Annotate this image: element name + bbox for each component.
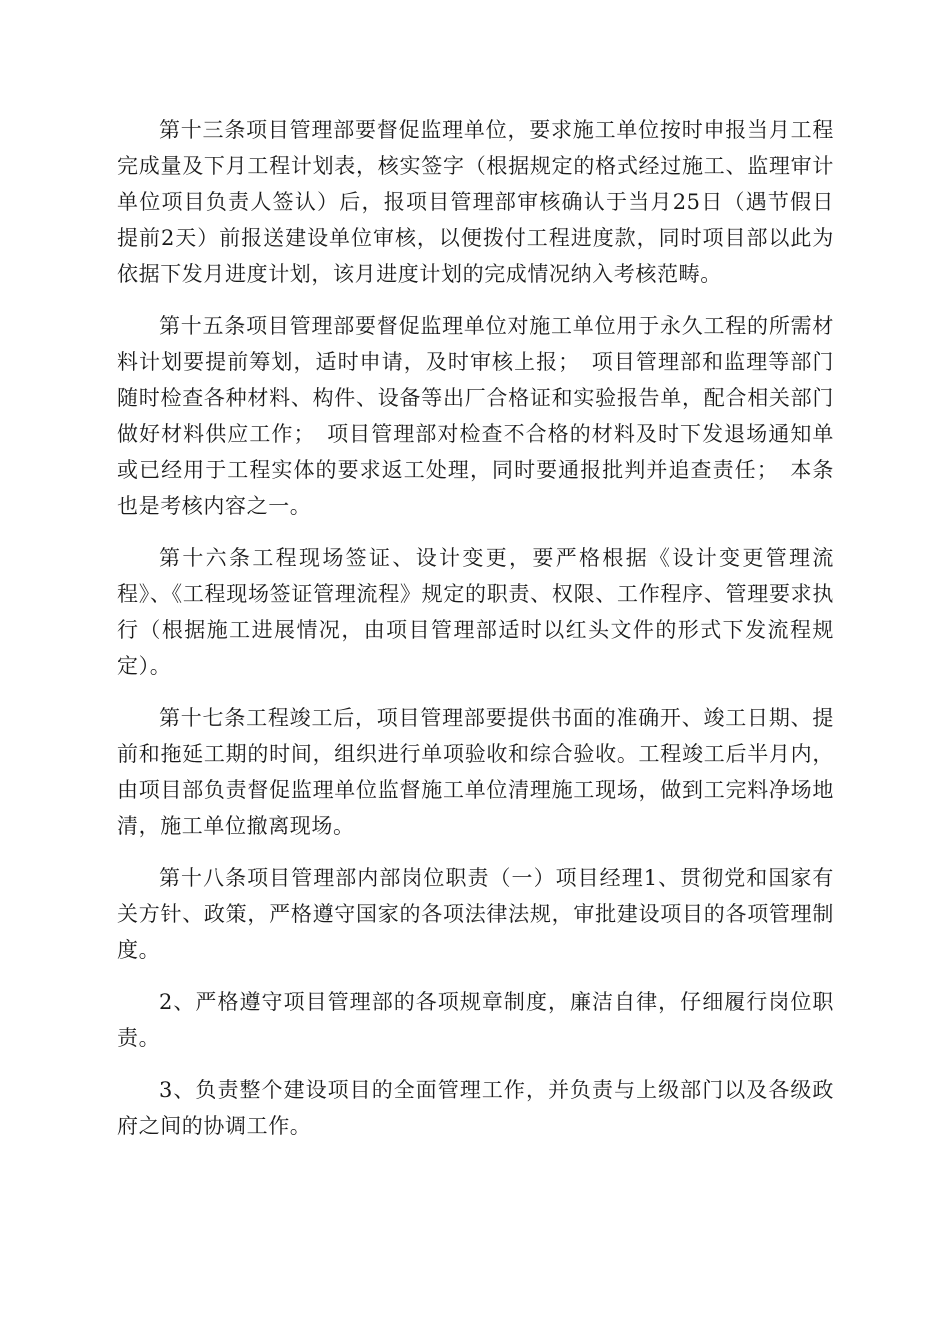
paragraph-article-18: 第十八条项目管理部内部岗位职责（一）项目经理1、贯彻党和国家有关方针、政策，严格遵守国家的各项法律法规，审批建设项目的各项管理制度。 [117, 866, 834, 962]
paragraph-item-3: 3、负责整个建设项目的全面管理工作，并负责与上级部门以及各级政府之间的协调工作。 [117, 1078, 834, 1138]
paragraph-item-2: 2、严格遵守项目管理部的各项规章制度，廉洁自律，仔细履行岗位职责。 [117, 990, 834, 1050]
paragraph-article-13: 第十三条项目管理部要督促监理单位，要求施工单位按时申报当月工程完成量及下月工程计划表，核实签字（根据规定的格式经过施工、监理审计单位项目负责人签认）后，报项目管理部审核确认于当月25日（遇节假日提前2天）前报送建设单位审核，以便拨付工程进度款，同时项目部以此为依据下发月进度计划，该月进度计划的完成情况纳入考核范畴。 [117, 118, 834, 286]
document-body [117, 112, 834, 1160]
paragraph-article-15: 第十五条项目管理部要督促监理单位对施工单位用于永久工程的所需材料计划要提前筹划，适时申请，及时审核上报； 项目管理部和监理等部门随时检查各种材料、构件、设备等出厂合格证和实验报告单，配合相关部门做好材料供应工作； 项目管理部对检查不合格的材料及时下发退场通知单或已经用于工程实体的要求返工处理，同时要通报批判并追查责任； 本条也是考核内容之一。 [117, 314, 834, 518]
paragraph-article-17: 第十七条工程竣工后，项目管理部要提供书面的准确开、竣工日期、提前和拖延工期的时间，组织进行单项验收和综合验收。工程竣工后半月内，由项目部负责督促监理单位监督施工单位清理施工现场，做到工完料净场地清，施工单位撤离现场。 [117, 706, 834, 838]
paragraph-article-16: 第十六条工程现场签证、设计变更，要严格根据《设计变更管理流程》、《工程现场签证管理流程》规定的职责、权限、工作程序、管理要求执行（根据施工进展情况，由项目管理部适时以红头文件的形式下发流程规定）。 [117, 546, 834, 678]
